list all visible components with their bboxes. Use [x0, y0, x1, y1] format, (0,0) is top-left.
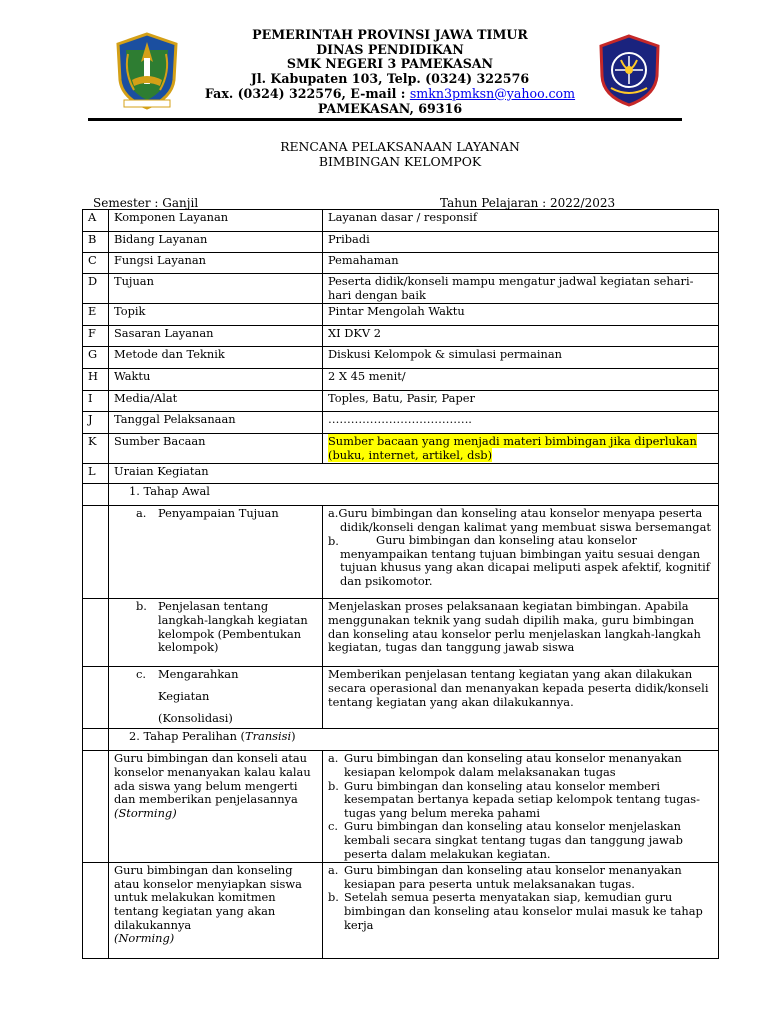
letterhead-line2: DINAS PENDIDIKAN	[316, 41, 464, 57]
list-item: a. Guru bimbingan dan konseling atau konselor menanyakan kesiapan kelompok dalam melaksanakan tugas	[328, 751, 682, 779]
row-value: ………………………………..	[323, 412, 719, 434]
row-value: 2 X 45 menit/	[323, 369, 719, 391]
stage-heading: 2. Tahap Peralihan (Transisi)	[109, 729, 719, 751]
table-row	[83, 274, 719, 304]
list-item: a. Guru bimbingan dan konseling atau konselor menanyakan kesiapan para peserta untuk melaksanakan tugas.	[328, 863, 682, 891]
row-value: Peserta didik/konseli mampu mengatur jadwal kegiatan sehari-hari dengan baik	[323, 274, 719, 304]
row-value: Pintar Mengolah Waktu	[323, 304, 719, 326]
activity-label: b. Penjelasan tentang langkah-langkah kegiatan kelompok (Pembentukan kelompok)	[109, 599, 323, 667]
row-value: Pribadi	[323, 232, 719, 253]
table-row	[83, 412, 719, 434]
row-value: XI DKV 2	[323, 326, 719, 347]
fax-label: Fax. (0324) 322576, E-mail :	[204, 85, 406, 101]
activity-label: Guru bimbingan dan konseli atau konselor menanyakan kalau kalau ada siswa yang belum mengerti dan memberikan penjelasannya (Storming)	[109, 751, 323, 863]
title-line2: BIMBINGAN KELOMPOK	[318, 153, 482, 169]
list-item: b. Setelah semua peserta menyatakan siap, kemudian guru bimbingan dan konseling atau konselor mulai masuk ke tahap kerja	[328, 890, 703, 932]
row-key: B	[83, 232, 109, 253]
row-label: Sumber Bacaan	[109, 434, 323, 464]
letterhead-address: Jl. Kabupaten 103, Telp. (0324) 322576	[250, 71, 530, 87]
row-label: Tujuan	[109, 274, 323, 304]
row-label: Komponen Layanan	[109, 210, 323, 232]
letterhead-school: SMK NEGERI 3 PAMEKASAN	[286, 56, 494, 72]
activity-label: Guru bimbingan dan konseling atau konselor menyiapkan siswa untuk melakukan komitmen tentang kegiatan yang akan dilakukannya (Norming)	[109, 863, 323, 959]
table-row	[83, 253, 719, 274]
row-key: J	[83, 412, 109, 434]
letterhead-city: PAMEKASAN, 69316	[317, 100, 463, 116]
row-key: I	[83, 391, 109, 412]
table-row	[83, 210, 719, 232]
table-row	[83, 369, 719, 391]
stage-heading: 1. Tahap Awal	[109, 484, 719, 506]
row-key: E	[83, 304, 109, 326]
row-key: K	[83, 434, 109, 464]
activity-label: a. Penyampaian Tujuan	[109, 506, 323, 599]
table-row	[83, 464, 719, 484]
row-label: Fungsi Layanan	[109, 253, 323, 274]
table-row	[83, 347, 719, 369]
row-label: Waktu	[109, 369, 323, 391]
activity-text: Memberikan penjelasan tentang kegiatan yang akan dilakukan secara operasional dan menanyakan kepada peserta didik/konseli tentang kegiatan yang akan dilakukannya.	[323, 667, 719, 729]
row-value: Diskusi Kelompok & simulasi permainan	[323, 347, 719, 369]
row-label: Uraian Kegiatan	[109, 464, 719, 484]
row-key: L	[83, 464, 109, 484]
school-emblem-icon	[597, 34, 662, 107]
table-row	[83, 863, 719, 959]
row-key: G	[83, 347, 109, 369]
letterhead-fax-email	[190, 87, 590, 102]
table-row	[83, 599, 719, 667]
activity-label: c. Mengarahkan Kegiatan (Konsolidasi)	[109, 667, 323, 729]
row-label: Sasaran Layanan	[109, 326, 323, 347]
row-key: A	[83, 210, 109, 232]
activity-text: Menjelaskan proses pelaksanaan kegiatan bimbingan. Apabila menggunakan teknik yang sudah dipilih maka, guru bimbingan dan konseling atau konselor perlu menjelaskan langkah-langkah kegiatan, tugas dan tanggung jawab siswa	[323, 599, 719, 667]
row-key: F	[83, 326, 109, 347]
table-row	[83, 751, 719, 863]
province-emblem-icon	[114, 32, 180, 110]
activity-text: a.Guru bimbingan dan konseling atau konselor menyapa peserta didik/konseli dengan kalimat yang membuat siswa bersemangat b. Guru bimbingan dan konseling atau konselor menyampaikan tentang tujuan bimbingan yaitu sesuai dengan tujuan khusus yang akan dicapai meliputi aspek afektif, kognitif dan psikomotor.	[323, 506, 719, 599]
letterhead-line1: PEMERINTAH PROVINSI JAWA TIMUR	[252, 27, 528, 42]
header-divider	[88, 118, 682, 121]
table-row	[83, 667, 719, 729]
table-row	[83, 729, 719, 751]
row-value: Pemahaman	[323, 253, 719, 274]
title-line1: RENCANA PELAKSANAAN LAYANAN	[280, 139, 520, 154]
row-value: Layanan dasar / responsif	[323, 210, 719, 232]
row-value	[323, 434, 719, 464]
academic-year-label: Tahun Pelajaran : 2022/2023	[440, 196, 616, 210]
table-row	[83, 391, 719, 412]
row-label: Media/Alat	[109, 391, 323, 412]
activity-text	[323, 751, 719, 863]
row-key: H	[83, 369, 109, 391]
table-row	[83, 304, 719, 326]
row-label: Metode dan Teknik	[109, 347, 323, 369]
semester-label: Semester : Ganjil	[93, 196, 199, 210]
table-row	[83, 232, 719, 253]
row-label: Topik	[109, 304, 323, 326]
activity-text	[323, 863, 719, 959]
row-key: C	[83, 253, 109, 274]
list-item: c. Guru bimbingan dan konseling atau konselor menjelaskan kembali secara singkat tentang tugas dan tanggung jawab peserta dalam melakukan kegiatan.	[328, 819, 683, 861]
row-key: D	[83, 274, 109, 304]
table-row	[83, 484, 719, 506]
list-item: b. Guru bimbingan dan konseling atau konselor memberi kesempatan bertanya kepada setiap kelompok tentang tugas-tugas yang belum mereka pahami	[328, 778, 700, 820]
row-label: Bidang Layanan	[109, 232, 323, 253]
table-row	[83, 434, 719, 464]
email-link[interactable]: smkn3pmksn@yahoo.com	[409, 85, 576, 101]
plan-table	[82, 209, 719, 959]
row-value: Toples, Batu, Pasir, Paper	[323, 391, 719, 412]
row-label: Tanggal Pelaksanaan	[109, 412, 323, 434]
letterhead	[190, 28, 590, 116]
document-title	[150, 140, 650, 169]
table-row	[83, 326, 719, 347]
table-row	[83, 506, 719, 599]
highlighted-text: Sumber bacaan yang menjadi materi bimbingan jika diperlukan (buku, internet, artikel, dsb)	[328, 434, 697, 462]
